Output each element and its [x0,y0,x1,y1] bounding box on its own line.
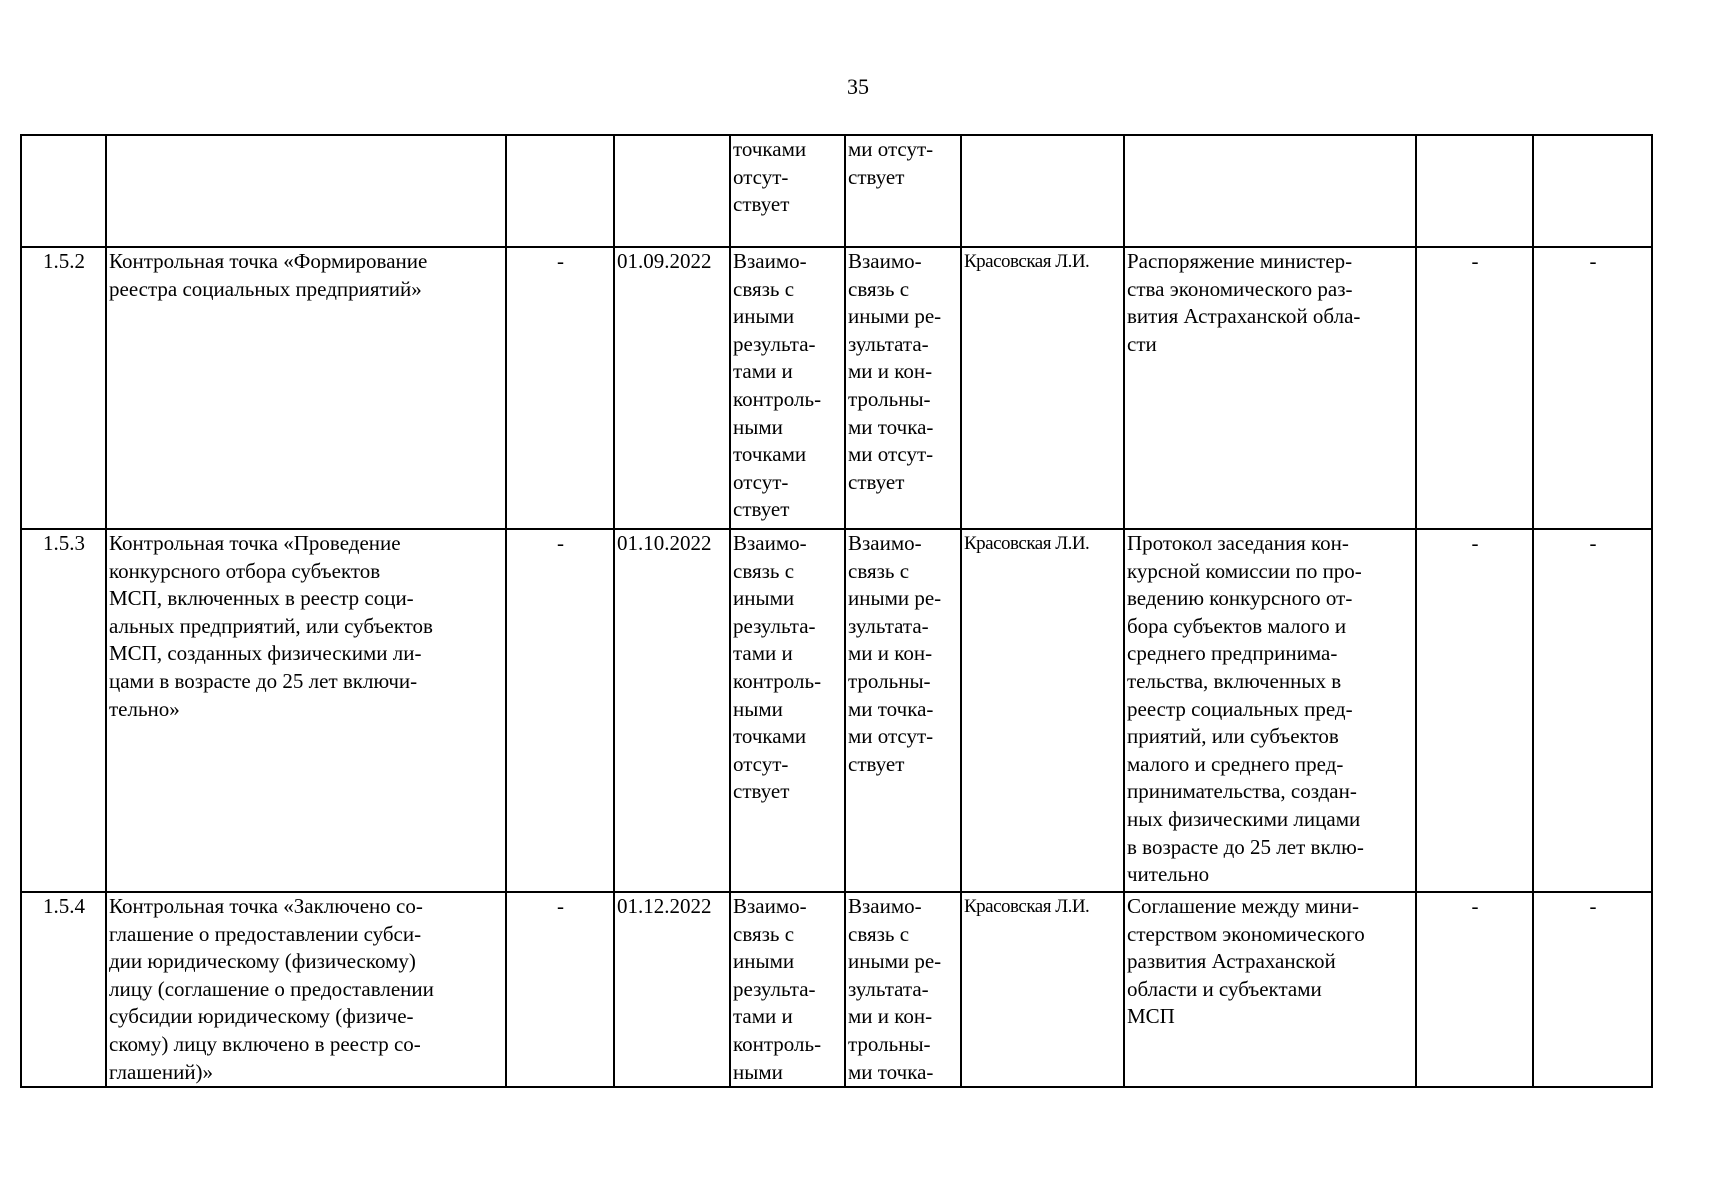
cell-text-line: приятий, или субъектов [1127,724,1339,749]
cell-end-date: 01.09.2022 [614,247,730,529]
cell-event-name [106,529,506,892]
cell-document-type [1124,529,1416,892]
cell-text-line: лицу (соглашение о предоставлении [109,976,434,1001]
cell-responsible: Красовская Л.И. [961,892,1124,1087]
cell-predecessor [730,135,845,247]
control-points-table [20,134,1653,1088]
table-row [21,247,1652,529]
cell-text-line: тами и [733,641,793,666]
cell-number: 1.5.4 [21,892,106,1087]
cell-text-line: бора субъектов малого и [1127,613,1347,638]
cell-text-line: контроль- [733,668,822,693]
cell-text-line: отсут- [733,751,789,776]
cell-start-date: - [506,529,614,892]
cell-text-line: глашений)» [109,1059,214,1084]
cell-number: 1.5.2 [21,247,106,529]
table-row [21,529,1652,892]
cell-text-line: тами и [733,359,793,384]
cell-responsible: Красовская Л.И. [961,247,1124,529]
cell-predecessor [730,529,845,892]
cell-text-line: иными ре- [848,304,942,329]
cell-text-line: Контрольная точка «Формирование [109,249,428,273]
cell-text-line: ми отсут- [848,724,934,749]
cell-text-line: связь с [848,921,910,946]
cell-text-line: ствует [733,192,790,217]
cell-successor [845,529,961,892]
cell-text-line: контроль- [733,1031,822,1056]
cell-successor [845,247,961,529]
cell-text-line: тельства, включенных в [1127,668,1342,693]
cell-predecessor [730,247,845,529]
cell-text-line: Взаимо- [848,894,922,918]
cell-text-line: ведению конкурсного от- [1127,586,1353,611]
cell-responsible [961,135,1124,247]
cell-text-line: Взаимо- [848,249,922,273]
cell-text-line: Протокол заседания кон- [1127,531,1349,555]
cell-text-line: результа- [733,331,816,356]
cell-start-date: - [506,892,614,1087]
cell-info-system: - [1416,529,1533,892]
cell-extra: - [1533,529,1652,892]
cell-text-line: стерством экономического [1127,921,1365,946]
cell-text-line: ствует [733,497,790,522]
cell-info-system: - [1416,247,1533,529]
cell-number [21,135,106,247]
cell-text-line: Взаимо- [733,894,807,918]
cell-info-system [1416,135,1533,247]
cell-text-line: точками [733,442,807,467]
cell-extra [1533,135,1652,247]
cell-start-date: - [506,247,614,529]
cell-text-line: трольны- [848,386,931,411]
cell-text-line: Взаимо- [733,249,807,273]
cell-text-line: связь с [733,276,795,301]
cell-text-line: ми точка- [848,696,934,721]
cell-document-type [1124,135,1416,247]
cell-responsible: Красовская Л.И. [961,529,1124,892]
cell-text-line: иными [733,304,795,329]
cell-text-line: иными [733,586,795,611]
cell-info-system: - [1416,892,1533,1087]
cell-event-name [106,892,506,1087]
cell-text-line: связь с [848,276,910,301]
cell-text-line: сти [1127,331,1157,356]
cell-text-line: иными [733,949,795,974]
cell-text-line: контроль- [733,386,822,411]
cell-text-line: скому) лицу включено в реестр со- [109,1031,421,1056]
cell-text-line: ми и кон- [848,359,933,384]
cell-text-line: в возрасте до 25 лет вклю- [1127,834,1364,859]
cell-text-line: дии юридическому (физическому) [109,949,416,974]
cell-text-line: Соглашение между мини- [1127,894,1359,918]
cell-document-type [1124,892,1416,1087]
cell-text-line: связь с [848,558,910,583]
cell-text-line: ствует [848,164,905,189]
cell-successor [845,892,961,1087]
cell-text-line: Распоряжение министер- [1127,249,1353,273]
cell-text-line: курсной комиссии по про- [1127,558,1362,583]
cell-text-line: среднего предпринима- [1127,641,1338,666]
cell-text-line: Взаимо- [733,531,807,555]
cell-text-line: ными [733,1059,783,1084]
cell-text-line: трольны- [848,1031,931,1056]
cell-text-line: Взаимо- [848,531,922,555]
cell-text-line: зультата- [848,976,929,1001]
cell-number: 1.5.3 [21,529,106,892]
cell-text-line: Контрольная точка «Проведение [109,531,401,555]
cell-text-line: ми точка- [848,414,934,439]
cell-text-line: малого и среднего пред- [1127,751,1344,776]
cell-text-line: субсидии юридическому (физиче- [109,1004,414,1029]
cell-text-line: иными ре- [848,949,942,974]
cell-text-line: альных предприятий, или субъектов [109,613,433,638]
cell-text-line: связь с [733,921,795,946]
cell-text-line: ствует [848,751,905,776]
cell-text-line: области и субъектами [1127,976,1322,1001]
cell-text-line: развития Астраханской [1127,949,1336,974]
cell-event-name [106,135,506,247]
cell-text-line: МСП, включенных в реестр соци- [109,586,414,611]
cell-text-line: иными ре- [848,586,942,611]
cell-text-line: зультата- [848,331,929,356]
cell-text-line: чительно [1127,862,1210,887]
cell-extra: - [1533,892,1652,1087]
cell-text-line: ми и кон- [848,1004,933,1029]
cell-end-date: 01.12.2022 [614,892,730,1087]
table-row [21,135,1652,247]
cell-document-type [1124,247,1416,529]
cell-text-line: точками [733,137,807,161]
cell-text-line: ствует [848,469,905,494]
cell-text-line: точками [733,724,807,749]
cell-text-line: зультата- [848,613,929,638]
table-row [21,892,1652,1087]
cell-text-line: ными [733,696,783,721]
page-number: 35 [847,74,869,99]
cell-text-line: вития Астраханской обла- [1127,304,1361,329]
cell-text-line: ми и кон- [848,641,933,666]
cell-successor [845,135,961,247]
cell-text-line: результа- [733,613,816,638]
cell-text-line: тами и [733,1004,793,1029]
cell-text-line: ства экономического раз- [1127,276,1353,301]
cell-text-line: ствует [733,779,790,804]
cell-text-line: ми отсут- [848,442,934,467]
cell-text-line: конкурсного отбора субъектов [109,558,381,583]
cell-text-line: ных физическими лицами [1127,806,1361,831]
cell-text-line: ми отсут- [848,137,934,161]
cell-text-line: цами в возрасте до 25 лет включи- [109,668,418,693]
cell-text-line: отсут- [733,164,789,189]
cell-text-line: Контрольная точка «Заключено со- [109,894,423,918]
cell-text-line: ми точка- [848,1059,934,1084]
cell-text-line: глашение о предоставлении субси- [109,921,422,946]
cell-text-line: реестра социальных предприятий» [109,276,422,301]
cell-text-line: ными [733,414,783,439]
cell-text-line: МСП [1127,1004,1175,1029]
cell-text-line: принимательства, создан- [1127,779,1357,804]
cell-text-line: реестр социальных пред- [1127,696,1353,721]
cell-text-line: МСП, созданных физическими ли- [109,641,422,666]
cell-text-line: тельно» [109,696,180,721]
cell-text-line: результа- [733,976,816,1001]
cell-event-name [106,247,506,529]
cell-text-line: трольны- [848,668,931,693]
cell-start-date [506,135,614,247]
cell-predecessor [730,892,845,1087]
cell-end-date: 01.10.2022 [614,529,730,892]
cell-text-line: отсут- [733,469,789,494]
cell-extra: - [1533,247,1652,529]
cell-end-date [614,135,730,247]
cell-text-line: связь с [733,558,795,583]
